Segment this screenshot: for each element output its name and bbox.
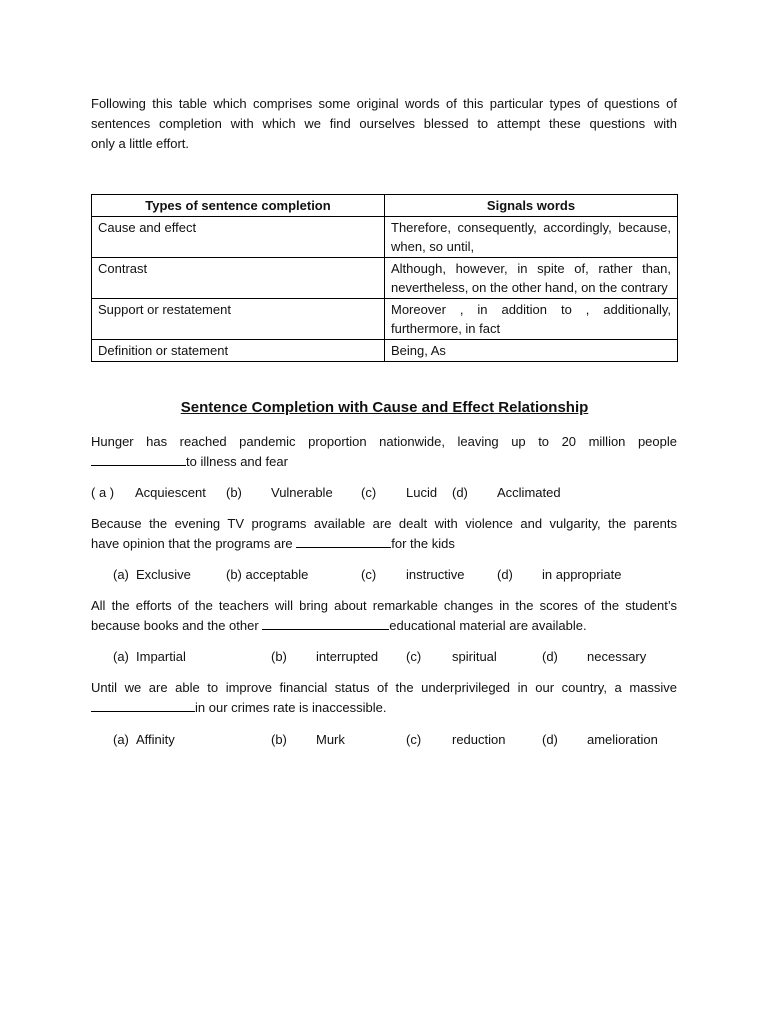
option-text: spiritual — [452, 649, 497, 664]
question-4 — [91, 678, 677, 718]
intro-line-2: sentences completion with which we find ourselves blessed to attempt these questions with — [91, 116, 677, 131]
option-label: (a) — [113, 567, 129, 582]
header-types: Types of sentence completion — [92, 195, 385, 217]
option-text: Impartial — [136, 649, 186, 664]
option-label: (b) — [226, 485, 242, 500]
answer-blank — [91, 698, 195, 712]
table-row — [92, 299, 678, 340]
intro-paragraph — [91, 94, 677, 154]
cell-type: Contrast — [92, 258, 385, 299]
option-label: (b) — [271, 732, 287, 747]
question-text: have opinion that the programs are — [91, 536, 297, 551]
option-label: (c) — [361, 567, 377, 582]
question-2 — [91, 514, 677, 554]
question-1 — [91, 432, 677, 472]
question-line — [91, 616, 677, 636]
option-text: Acquiescent — [135, 485, 206, 500]
question-line — [91, 698, 677, 718]
option-text: Vulnerable — [271, 485, 333, 500]
cell-type: Cause and effect — [92, 217, 385, 258]
cell-signals: Moreover , in addition to , additionally, furthermore, in fact — [385, 299, 678, 340]
section-title: Sentence Completion with Cause and Effect Relationship — [180, 399, 589, 416]
option-label: (d) — [497, 567, 513, 582]
option-text: interrupted — [316, 649, 379, 664]
question-line — [91, 534, 677, 554]
table-row — [92, 340, 678, 362]
option-label: (d) — [452, 485, 468, 500]
signal-words-table — [91, 194, 678, 362]
option-text: Lucid — [406, 485, 438, 500]
question-text: in our crimes rate is inaccessible. — [195, 700, 387, 715]
question-text: educational material are available. — [389, 618, 587, 633]
option-text: necessary — [587, 649, 647, 664]
table-row — [92, 258, 678, 299]
cell-signals: Although, however, in spite of, rather than, nevertheless, on the other hand, on the contrary — [385, 258, 678, 299]
question-line: Because the evening TV programs available are dealt with violence and vulgarity, the parents — [91, 516, 677, 531]
option-text: in appropriate — [542, 567, 622, 582]
header-signals: Signals words — [385, 195, 678, 217]
answer-blank — [91, 452, 186, 466]
question-line — [91, 452, 677, 472]
question-text: for the kids — [391, 536, 455, 551]
option-text: reduction — [452, 732, 506, 747]
option-label: (a) — [113, 649, 129, 664]
table-header-row — [92, 195, 678, 217]
question-3 — [91, 596, 677, 636]
intro-line-1: Following this table which comprises some original words of this particular types of questions of — [91, 96, 677, 111]
question-text: because books and the other — [91, 618, 263, 633]
option-text: amelioration — [587, 732, 658, 747]
option-label: (a) — [113, 732, 129, 747]
option-text: instructive — [406, 567, 465, 582]
question-text: to illness and fear — [186, 454, 288, 469]
option-text: Acclimated — [497, 485, 561, 500]
answer-blank — [296, 534, 391, 548]
table-row — [92, 217, 678, 258]
cell-type: Definition or statement — [92, 340, 385, 362]
intro-line-3: only a little effort. — [91, 136, 190, 151]
option-label: (c) — [361, 485, 377, 500]
option-label: (d) — [542, 649, 558, 664]
question-line: Until we are able to improve financial status of the underprivileged in our country, a massive — [91, 680, 677, 695]
option-label: (c) — [406, 732, 422, 747]
option-label: (d) — [542, 732, 558, 747]
cell-type: Support or restatement — [92, 299, 385, 340]
cell-signals: Therefore, consequently, accordingly, because, when, so until, — [385, 217, 678, 258]
option-label: (b) — [271, 649, 287, 664]
option-label: (c) — [406, 649, 422, 664]
option-text: Murk — [316, 732, 345, 747]
option-text: Affinity — [136, 732, 175, 747]
option-text: Exclusive — [136, 567, 191, 582]
option-text: (b) acceptable — [226, 567, 309, 582]
answer-blank — [262, 616, 389, 630]
question-line: All the efforts of the teachers will bring about remarkable changes in the scores of the student’s — [91, 598, 677, 613]
cell-signals: Being, As — [385, 340, 678, 362]
question-line: Hunger has reached pandemic proportion nationwide, leaving up to 20 million people — [91, 434, 677, 449]
option-label: ( a ) — [91, 485, 115, 500]
